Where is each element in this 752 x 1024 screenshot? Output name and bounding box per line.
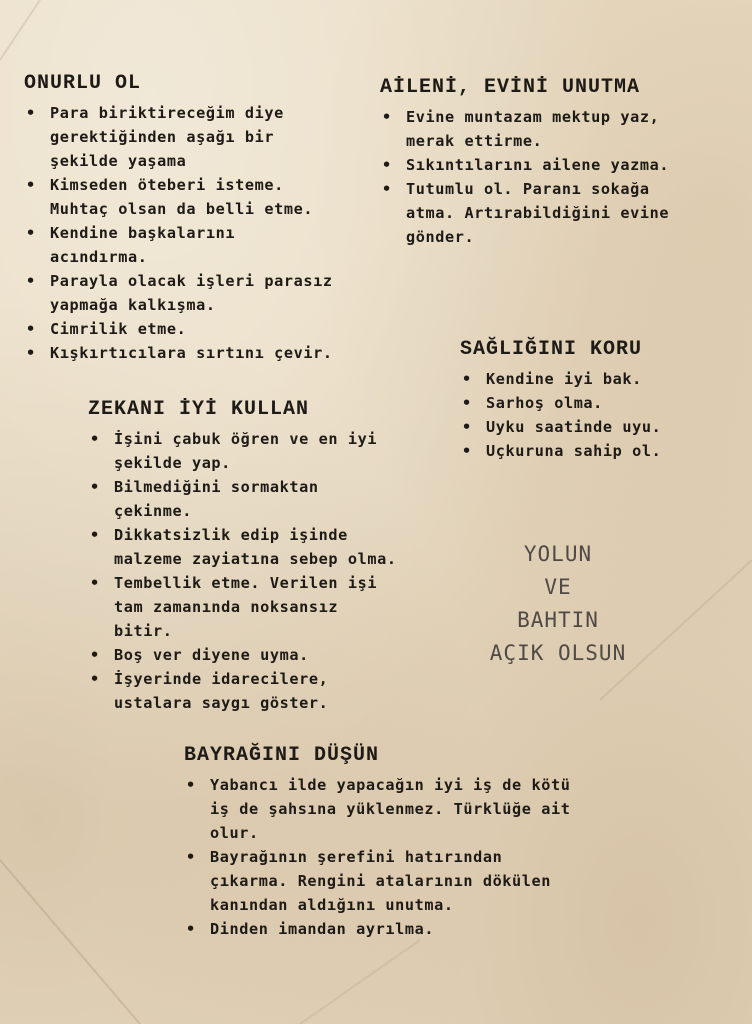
list-item: • Uyku saatinde uyu. (460, 415, 730, 439)
list-item: • Sarhoş olma. (460, 391, 730, 415)
list-item: • Kışkırtıcılara sırtını çevir. (24, 341, 404, 365)
advice-list (88, 427, 468, 715)
list-item: • Para biriktireceğim diye gerektiğinden aşağı bir şekilde yaşama (24, 101, 404, 173)
list-item: • Boş ver diyene uyma. (88, 643, 468, 667)
list-item: • Tembellik etme. Verilen işi tam zamanında noksansız bitir. (88, 571, 468, 643)
list-item: • Bilmediğini sormaktan çekinme. (88, 475, 468, 523)
section-title: ZEKANI İYİ KULLAN (88, 398, 310, 421)
motto-line: YOLUN (523, 542, 593, 566)
list-item: • İşini çabuk öğren ve en iyi şekilde yap. (88, 427, 468, 475)
motto-line: AÇIK OLSUN (489, 641, 627, 665)
advice-list (460, 367, 730, 463)
advice-list (184, 773, 704, 941)
section-title: BAYRAĞINI DÜŞÜN (184, 744, 380, 767)
section-zekani-iyi-kullan (88, 398, 468, 715)
motto (458, 538, 658, 670)
list-item: • Tutumlu ol. Paranı sokağa atma. Artırabildiğini evine gönder. (380, 177, 740, 249)
motto-line: VE (544, 575, 572, 599)
section-title: SAĞLIĞINI KORU (460, 338, 643, 361)
list-item: • Dikkatsizlik edip işinde malzeme zayiatına sebep olma. (88, 523, 468, 571)
list-item: • Kendine iyi bak. (460, 367, 730, 391)
section-sagligini-koru (460, 338, 730, 463)
list-item: • Kendine başkalarını acındırma. (24, 221, 404, 269)
section-onurlu-ol (24, 72, 404, 365)
list-item: • Yabancı ilde yapacağın iyi iş de kötü iş de şahsına yüklenmez. Türklüğe ait olur. (184, 773, 704, 845)
section-title: AİLENİ, EVİNİ UNUTMA (380, 76, 641, 99)
section-bayragini-dusun (184, 744, 704, 941)
list-item: • Parayla olacak işleri parasız yapmağa kalkışma. (24, 269, 404, 317)
list-item: • Bayrağının şerefini hatırından çıkarma. Rengini atalarının dökülen kanından aldığını unutma. (184, 845, 704, 917)
section-aileni-evini-unutma (380, 76, 740, 249)
advice-list (380, 105, 740, 249)
motto-line: BAHTIN (517, 608, 599, 632)
list-item: • Evine muntazam mektup yaz, merak ettirme. (380, 105, 740, 153)
list-item: • Cimrilik etme. (24, 317, 404, 341)
list-item: • Sıkıntılarını ailene yazma. (380, 153, 740, 177)
list-item: • Dinden imandan ayrılma. (184, 917, 704, 941)
list-item: • İşyerinde idarecilere, ustalara saygı göster. (88, 667, 468, 715)
advice-list (24, 101, 404, 365)
section-title: ONURLU OL (24, 72, 142, 95)
list-item: • Kimseden öteberi isteme. Muhtaç olsan da belli etme. (24, 173, 404, 221)
list-item: • Uçkuruna sahip ol. (460, 439, 730, 463)
